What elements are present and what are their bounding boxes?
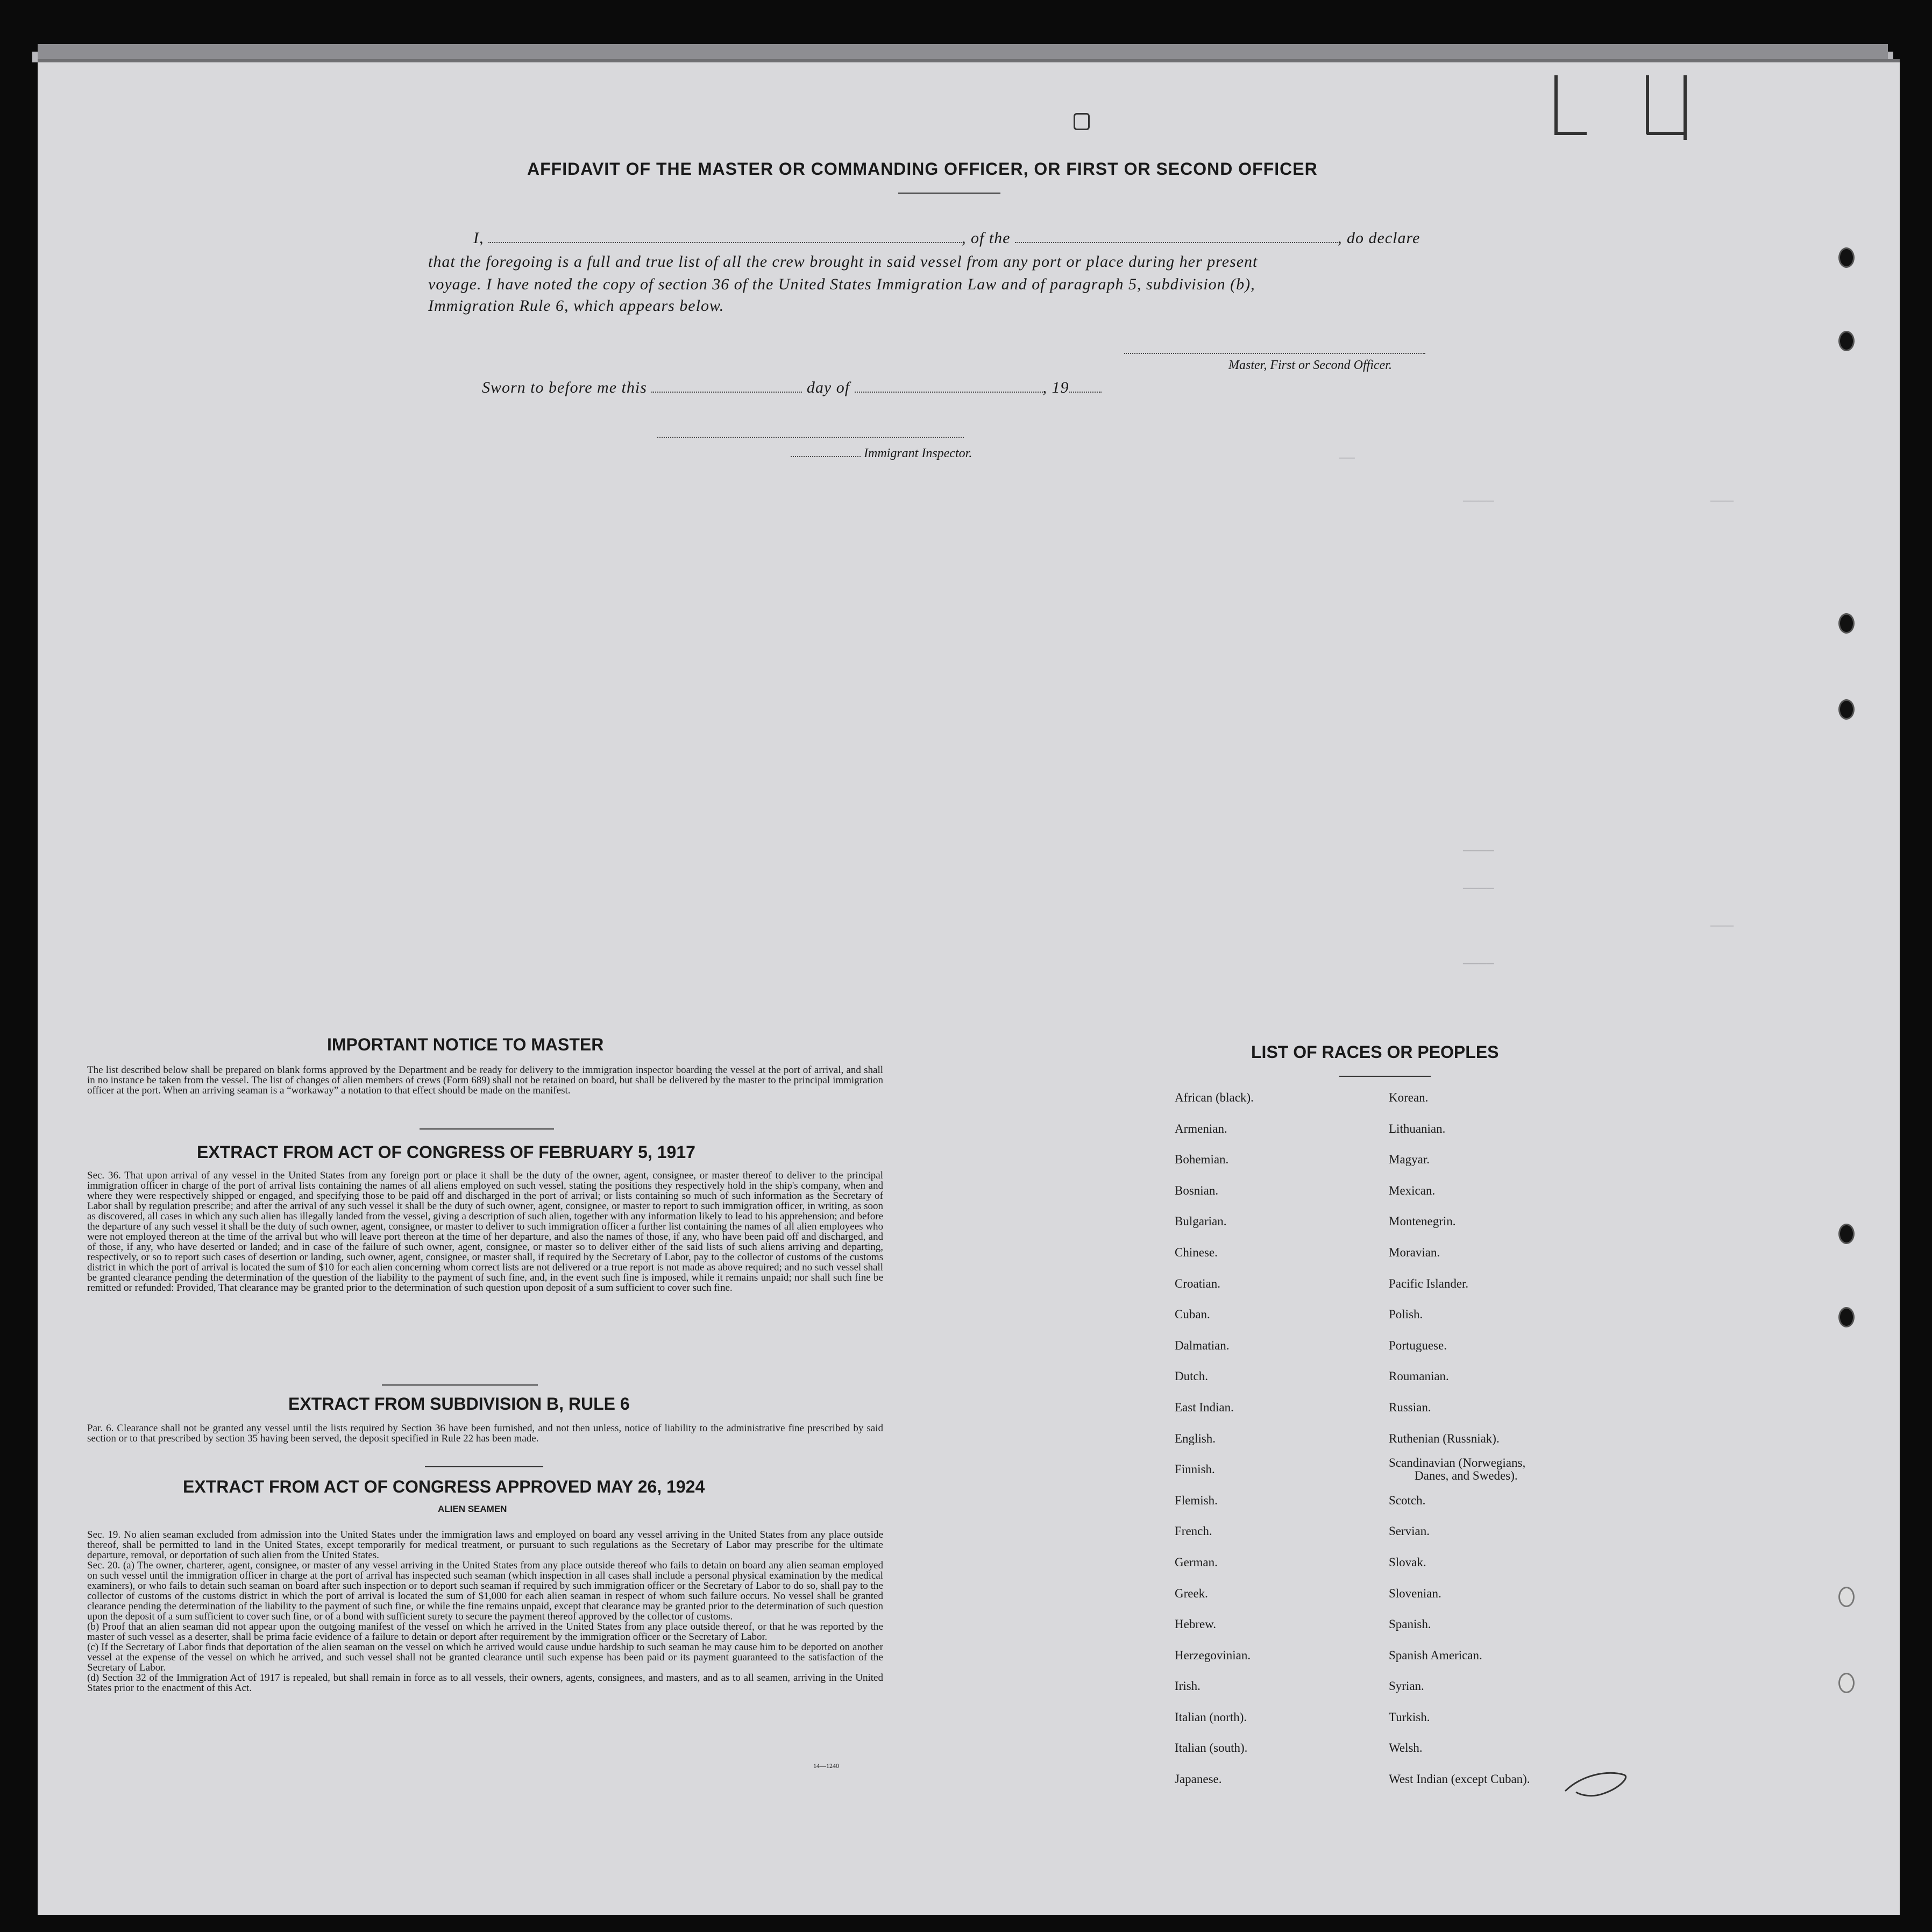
race-item: German.: [1175, 1555, 1218, 1569]
races-title: LIST OF RACES OR PEOPLES: [1251, 1042, 1499, 1062]
corner-mark: [1554, 75, 1558, 134]
form-number: 14—1240: [813, 1762, 839, 1770]
race-item: Turkish.: [1389, 1710, 1430, 1724]
bleed-through-text: ───: [1710, 495, 1734, 509]
bleed-through-text: ────: [1463, 882, 1494, 897]
race-item: Lithuanian.: [1389, 1121, 1446, 1135]
race-item: Polish.: [1389, 1308, 1423, 1322]
affidavit-line-3: voyage. I have noted the copy of section 36 of the United States Immigration Law and of paragraph 5, subdivision (b),: [428, 275, 1255, 293]
sworn-text: Sworn to before me this: [482, 379, 647, 396]
rule6-title: EXTRACT FROM SUBDIVISION B, RULE 6: [288, 1394, 630, 1414]
race-item: Scotch.: [1389, 1493, 1426, 1507]
race-item: Hebrew.: [1175, 1617, 1217, 1631]
race-item: French.: [1175, 1524, 1212, 1538]
race-item: Pacific Islander.: [1389, 1276, 1469, 1290]
race-item: Ruthenian (Russniak).: [1389, 1431, 1500, 1445]
inspector-label-line: [791, 446, 972, 461]
corner-mark: [1647, 132, 1687, 135]
corner-mark: [1684, 75, 1687, 140]
notice-text: The list described below shall be prepared on blank forms approved by the Department and be ready for delivery to the immigration inspector boarding the vessel at the port of arrival, and shall in no instance be taken from the vessel. The list of changes of alien members of crews (Form 689) shall not be retained on board, but shall be delivered by the master to the principal immigration officer at the port. When an arriving seaman is a “workaway” a notation to that effect should be made on the manifest.: [87, 1064, 883, 1096]
affidavit-line-4: Immigration Rule 6, which appears below.: [428, 297, 724, 315]
vessel-blank[interactable]: [1015, 228, 1338, 243]
binder-hole: [1838, 1224, 1855, 1244]
race-item: Welsh.: [1389, 1741, 1423, 1755]
races-left-column: [1175, 1091, 1254, 1803]
extract-1924-paragraph: (c) If the Secretary of Labor finds that deportation of the alien seaman on the vessel on which he arrived would cause undue hardship to such seaman he may cause him to be deported on another vessel at the expense of the vessel on which he arrived, and such vessel shall not be granted clearance until such expense has been paid or its payment guaranteed to the satisfaction of the Secretary of Labor.: [87, 1642, 883, 1673]
year-prefix: , 19: [1042, 379, 1069, 396]
bleed-through-text: ────: [1463, 844, 1494, 859]
race-item: Finnish.: [1175, 1462, 1215, 1476]
race-item: Dalmatian.: [1175, 1338, 1230, 1352]
corner-mark: [1554, 132, 1587, 135]
inspector-dots: [791, 446, 861, 457]
binder-hole: [1838, 331, 1855, 351]
extract-1917-title: EXTRACT FROM ACT OF CONGRESS OF FEBRUARY 5, 1917: [197, 1142, 695, 1162]
name-blank[interactable]: [488, 228, 962, 243]
race-item-scandinavian: [1389, 1456, 1530, 1494]
day-of-text: day of: [806, 379, 850, 396]
affidavit-line-2: that the foregoing is a full and true list of all the crew brought in said vessel from any port or place during her present: [428, 253, 1258, 271]
bleed-through-text: ────: [1463, 957, 1494, 972]
race-item: Russian.: [1389, 1400, 1431, 1414]
corner-mark: [1646, 75, 1649, 134]
signer-label: Master, First or Second Officer.: [1228, 358, 1392, 372]
race-item: Herzegovinian.: [1175, 1648, 1251, 1662]
affidavit-line-1: [473, 228, 1420, 247]
extract-1924-paragraph: Sec. 19. No alien seaman excluded from admission into the United States under the immigration laws and employed on board any vessel arriving in the United States from any place outside thereof, shall be permitted to land in the United States, except temporarily for medical treatment, or pursuant to such regulations as the Secretary of Labor may prescribe for the ultimate departure, removal, or deportation of such alien from the United States.: [87, 1529, 883, 1561]
race-item: Spanish.: [1389, 1617, 1431, 1631]
binder-hole: [1838, 1587, 1855, 1607]
affidavit-of-the: , of the: [962, 229, 1011, 247]
race-item: Servian.: [1389, 1524, 1430, 1538]
race-item: Dutch.: [1175, 1369, 1208, 1383]
extract-1924-title: EXTRACT FROM ACT OF CONGRESS APPROVED MAY 26, 1924: [183, 1477, 705, 1496]
race-item: English.: [1175, 1431, 1216, 1445]
race-item: Moravian.: [1389, 1245, 1440, 1259]
race-item: Chinese.: [1175, 1245, 1218, 1259]
race-item: West Indian (except Cuban).: [1389, 1772, 1530, 1786]
extract-1924-paragraph: (b) Proof that an alien seaman did not appear upon the outgoing manifest of the vessel on which he arrived in the United States from any place outside thereof, or that he was reported by the master of such vessel as a deserter, shall be prima facie evidence of a failure to detain or deport after requirement by the immigration officer or the Secretary of Labor.: [87, 1621, 883, 1643]
race-item: Slovak.: [1389, 1555, 1426, 1569]
race-item: Spanish American.: [1389, 1648, 1482, 1662]
race-item-continuation: Danes, and Swedes).: [1415, 1469, 1518, 1483]
race-item: Korean.: [1389, 1091, 1429, 1104]
race-item: African (black).: [1175, 1091, 1254, 1104]
day-blank[interactable]: [651, 378, 802, 393]
race-item: Flemish.: [1175, 1493, 1218, 1507]
bleed-through-text: ──: [1339, 452, 1355, 466]
binder-hole: [1838, 699, 1855, 720]
extract-1924-body: [87, 1530, 883, 1693]
extract-1924-paragraph: Sec. 20. (a) The owner, charterer, agent, consignee, or master of any vessel arriving in the United States from any place outside thereof who fails to detain on board any alien seaman employed on such vessel until the immigration officer in charge at the port of arrival has inspected such seaman (which inspection in all cases shall include a personal physical examination by the medical examiners), or who fails to detain such seaman on board after such inspection or to deport such seaman if required by such immigration officer or the Secretary of Labor to do so, shall pay to the collector of customs of the customs district in which the port of arrival is located the sum of $1,000 for each alien seaman in respect of whom such failure occurs. No vessel shall be granted clearance pending the determination of the liability to the payment of such fine, or while the fine remains unpaid, except that clearance may be granted prior to the determination of such question upon the deposit of a sum sufficient to cover such fine, or of a bond with sufficient surety to secure the payment thereof approved by the collector of customs.: [87, 1560, 883, 1622]
race-item: Roumanian.: [1389, 1369, 1449, 1383]
section-divider: [420, 1128, 554, 1130]
race-item: Irish.: [1175, 1679, 1201, 1693]
races-underline: [1339, 1076, 1431, 1077]
race-item: Italian (north).: [1175, 1710, 1247, 1724]
section-divider: [382, 1384, 538, 1386]
binder-hole: [1838, 613, 1855, 634]
race-item: Montenegrin.: [1389, 1214, 1456, 1228]
race-item: Bosnian.: [1175, 1183, 1219, 1197]
affidavit-title: AFFIDAVIT OF THE MASTER OR COMMANDING OFFICER, OR FIRST OR SECOND OFFICER: [527, 159, 1318, 179]
year-blank[interactable]: [1069, 378, 1102, 393]
race-item: Slovenian.: [1389, 1586, 1441, 1600]
race-item: Portuguese.: [1389, 1338, 1447, 1352]
inspector-label: Immigrant Inspector.: [864, 446, 972, 460]
race-item: Bulgarian.: [1175, 1214, 1227, 1228]
inspector-signature-blank[interactable]: [657, 423, 964, 438]
bleed-through-text: ───: [1710, 920, 1734, 934]
race-item: Cuban.: [1175, 1308, 1210, 1322]
affidavit-declare: , do declare: [1338, 229, 1420, 247]
race-item: East Indian.: [1175, 1400, 1234, 1414]
signature-blank[interactable]: [1124, 339, 1425, 354]
binder-hole: [1838, 1673, 1855, 1693]
affidavit-i: I,: [473, 229, 484, 247]
race-item: Italian (south).: [1175, 1741, 1248, 1755]
section-divider: [425, 1466, 543, 1467]
month-blank[interactable]: [855, 378, 1043, 393]
race-item: Croatian.: [1175, 1276, 1220, 1290]
race-item: Japanese.: [1175, 1772, 1222, 1786]
race-item: Mexican.: [1389, 1183, 1436, 1197]
pen-scribble: [1560, 1764, 1635, 1802]
race-item: Scandinavian (Norwegians,: [1389, 1456, 1526, 1470]
race-item: Armenian.: [1175, 1121, 1227, 1135]
binder-hole: [1838, 247, 1855, 268]
binder-hole: [1838, 1307, 1855, 1327]
notice-title: IMPORTANT NOTICE TO MASTER: [327, 1035, 604, 1054]
bleed-through-text: ────: [1463, 495, 1494, 509]
race-item: Greek.: [1175, 1586, 1208, 1600]
race-item: Bohemian.: [1175, 1153, 1229, 1167]
extract-1917-text: Sec. 36. That upon arrival of any vessel in the United States from any foreign port or place it shall be the duty of the owner, agent, consignee, or master thereof to deliver to the principal immigration officer in charge of the port of arrival lists containing the names of all aliens employed on such vessel, stating the positions they respectively hold in the ship's company, when and where they were respectively shipped or engaged, and specifying those to be paid off and discharged in the port of arrival; or lists containing so much of such information as the Secretary of Labor shall by regulation prescribe; and after the arrival of any such vessel it shall be the duty of such owner, agent, consignee, or master to report to such immigration officer, in writing, as soon as discovered, all cases in which any such alien has illegally landed from the vessel, giving a description of such alien, together with any information likely to lead to his apprehension; and before the departure of any such vessel it shall be the duty of such owner, agent, consignee, or master to deliver to such immigration officer a further list containing the names of all alien employees who were not employed thereon at the time of the arrival but who will leave port thereon at the time of her departure, and also the names of those, if any, who have been paid off and discharged, and of those, if any, who have deserted or landed; and in case of the failure of such owner, agent, consignee, or master so to deliver either of the said lists of such aliens arriving and departing, respectively, or so to report such cases of desertion or landing, such owner, agent, consignee, or master shall, if required by the Secretary of Labor, pay to the collector of customs of the customs district in which the port of arrival is located the sum of $10 for each alien concerning whom correct lists are not delivered or a true report is not made as above required; and no such vessel shall be granted clearance pending the determination of the question of the liability to the payment of such fine, and, in the event such fine is imposed, while it remains unpaid; nor shall such fine be remitted or refunded: Provided, That clearance may be granted prior to the determination of such question upon deposit of a sum sufficient to cover such fine.: [87, 1170, 883, 1294]
sworn-line: [482, 378, 1102, 397]
alien-seamen-subtitle: ALIEN SEAMEN: [438, 1504, 507, 1514]
ring-mark: [1074, 113, 1090, 130]
rule6-text: Par. 6. Clearance shall not be granted any vessel until the lists required by Section 36 have been furnished, and not then unless, notice of liability to the administrative fine prescribed by said section or to that prescribed by section 35 having been served, the deposit specified in Rule 22 has been made.: [87, 1423, 883, 1444]
title-underline: [898, 193, 1000, 194]
extract-1924-paragraph: (d) Section 32 of the Immigration Act of 1917 is repealed, but shall remain in force as to all vessels, their owners, agents, consignees, and masters, and as to all seamen, arriving in the United States prior to the enactment of this Act.: [87, 1672, 883, 1694]
race-item: Magyar.: [1389, 1153, 1430, 1167]
races-right-column: [1389, 1091, 1530, 1803]
race-item: Syrian.: [1389, 1679, 1424, 1693]
